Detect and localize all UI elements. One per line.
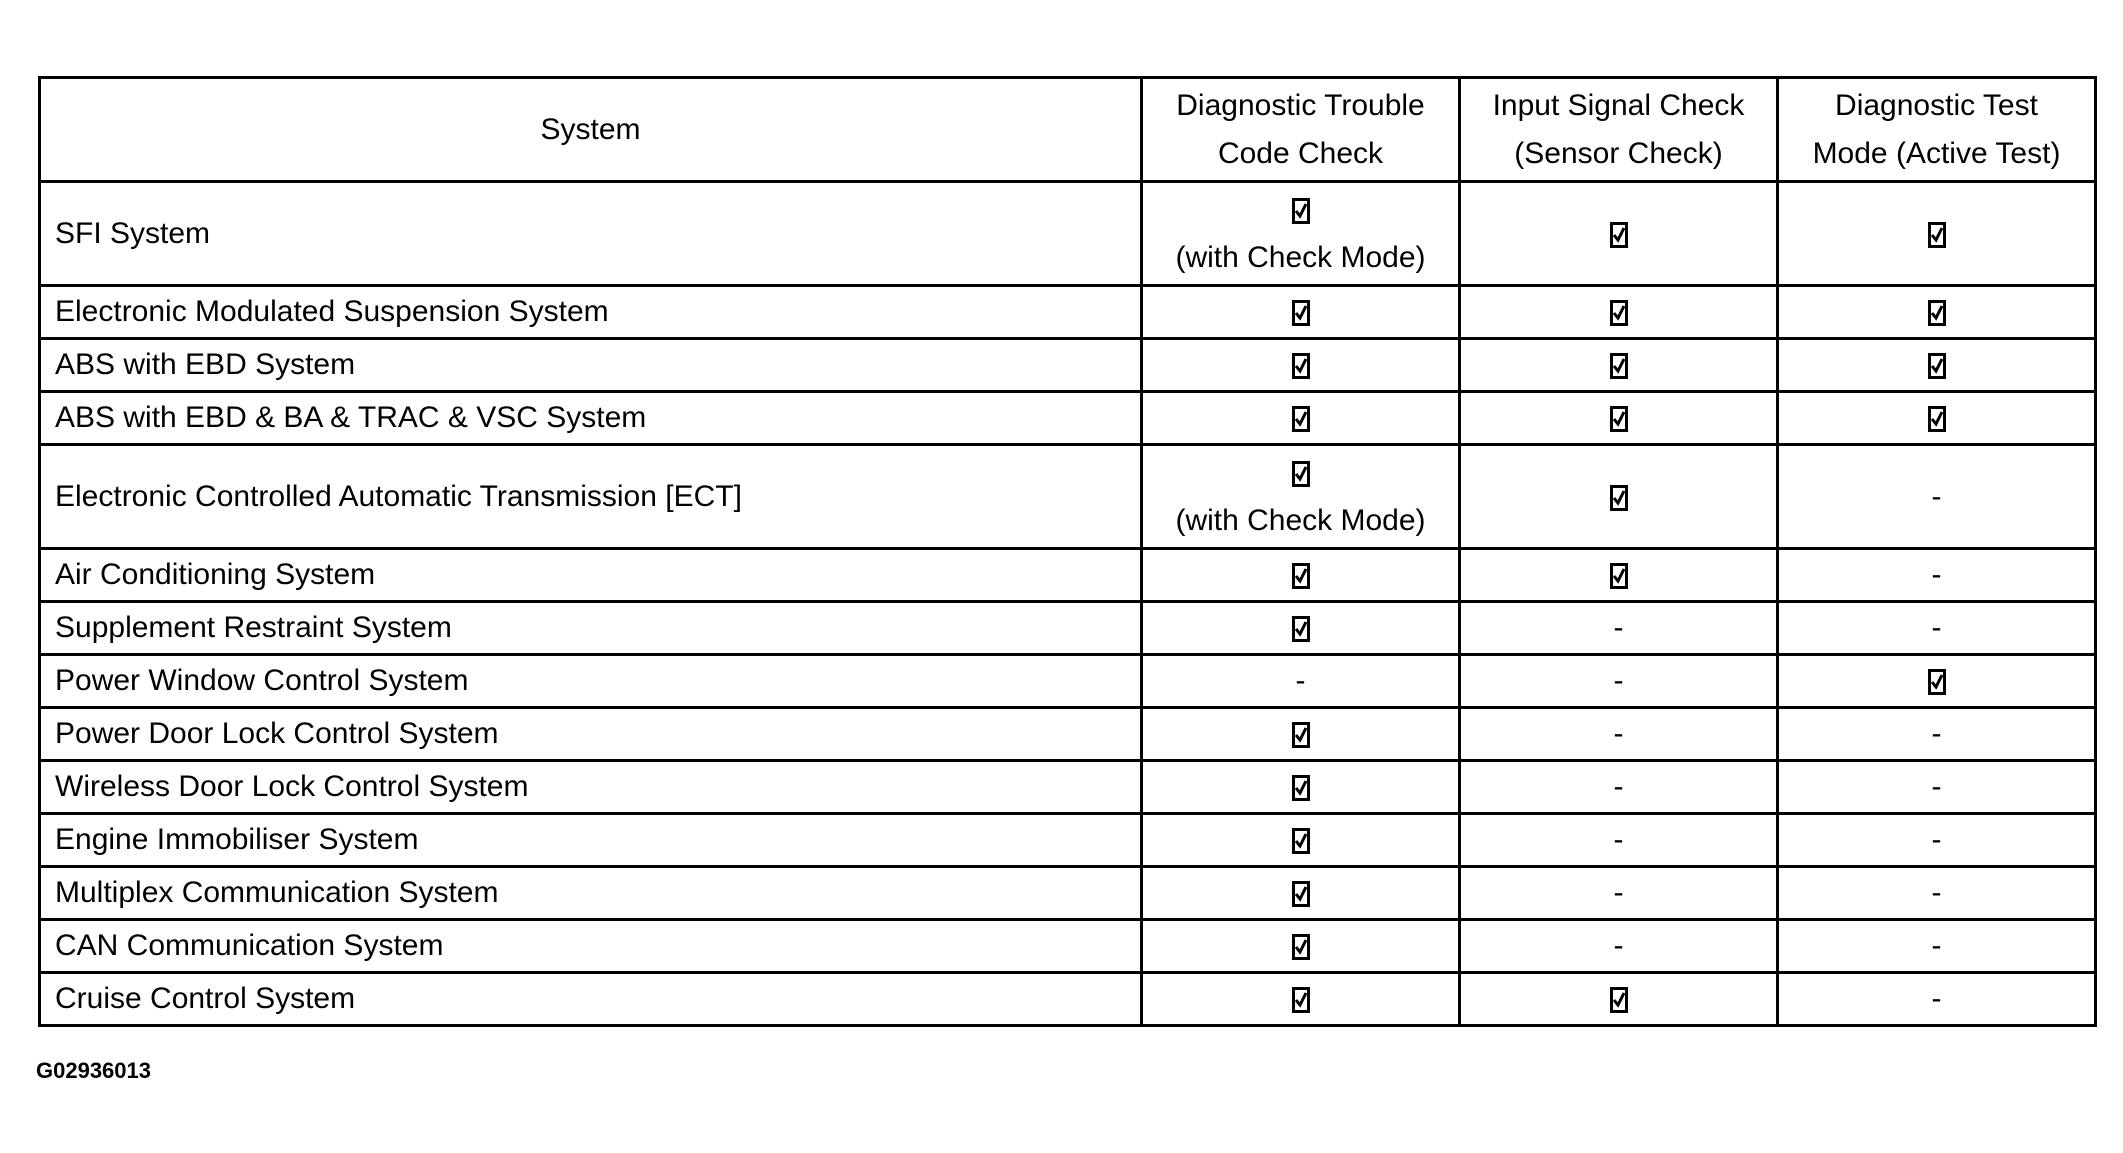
table-body [40,182,2096,1026]
check-mark-icon [1292,300,1310,326]
check-mark-icon [1292,881,1310,907]
input-signal-check-cell [1460,867,1778,920]
table-header-row [40,78,2096,182]
table-row [40,445,2096,549]
dtc-check-cell [1142,286,1460,339]
check-mark-icon [1610,406,1628,432]
dtc-check-cell [1142,814,1460,867]
figure-code: G02936013 [36,1058,151,1083]
check-mode-note: (with Check Mode) [1175,503,1426,537]
system-name-cell: Air Conditioning System [40,549,1142,602]
not-available-dash: - [1613,664,1624,697]
check-mark-icon [1610,987,1628,1013]
input-signal-check-cell [1460,973,1778,1026]
active-test-cell [1778,602,2096,655]
check-mark-icon [1928,300,1946,326]
input-signal-check-cell [1460,920,1778,973]
dtc-check-cell [1142,920,1460,973]
not-available-dash: - [1613,611,1624,644]
active-test-cell [1778,655,2096,708]
table-row [40,549,2096,602]
check-mark-icon [1292,616,1310,642]
check-mark-icon [1610,353,1628,379]
system-name-cell: ABS with EBD System [40,339,1142,392]
table-row [40,973,2096,1026]
dtc-check-cell [1142,549,1460,602]
table-row [40,708,2096,761]
not-available-dash: - [1613,770,1624,803]
check-mark-icon [1292,722,1310,748]
active-test-cell [1778,549,2096,602]
check-mode-note: (with Check Mode) [1175,240,1426,274]
dtc-check-cell [1142,602,1460,655]
input-signal-check-cell [1460,339,1778,392]
system-name-cell: Power Door Lock Control System [40,708,1142,761]
input-signal-check-cell [1460,655,1778,708]
check-mark-icon [1928,353,1946,379]
dtc-check-cell [1142,867,1460,920]
dtc-check-cell [1142,973,1460,1026]
not-available-dash: - [1931,611,1942,644]
not-available-dash: - [1931,876,1942,909]
not-available-dash: - [1613,929,1624,962]
input-signal-check-cell [1460,392,1778,445]
not-available-dash: - [1931,479,1942,513]
table-row [40,286,2096,339]
header-system: System [40,78,1142,182]
active-test-cell [1778,973,2096,1026]
dtc-check-cell [1142,392,1460,445]
dtc-check-cell [1142,445,1460,549]
dtc-check-cell [1142,761,1460,814]
dtc-check-cell [1142,708,1460,761]
not-available-dash: - [1613,876,1624,909]
input-signal-check-cell [1460,549,1778,602]
input-signal-check-cell [1460,761,1778,814]
not-available-dash: - [1931,717,1942,750]
input-signal-check-cell [1460,708,1778,761]
input-signal-check-cell [1460,814,1778,867]
active-test-cell [1778,814,2096,867]
check-mark-icon [1292,406,1310,432]
system-name-cell: Supplement Restraint System [40,602,1142,655]
system-name-cell: Wireless Door Lock Control System [40,761,1142,814]
check-mark-icon [1610,485,1628,511]
not-available-dash: - [1931,770,1942,803]
header-active-test: Diagnostic Test Mode (Active Test) [1778,78,2096,182]
system-name-cell: Power Window Control System [40,655,1142,708]
table-row [40,182,2096,286]
dtc-check-cell [1142,182,1460,286]
check-mark-icon [1292,828,1310,854]
system-name-cell: CAN Communication System [40,920,1142,973]
check-mark-icon [1928,222,1946,248]
check-mark-icon [1292,353,1310,379]
input-signal-check-cell [1460,182,1778,286]
check-mark-icon [1292,461,1310,487]
not-available-dash: - [1931,558,1942,591]
input-signal-check-cell [1460,286,1778,339]
not-available-dash: - [1931,929,1942,962]
check-mark-icon [1610,563,1628,589]
active-test-cell [1778,708,2096,761]
active-test-cell [1778,761,2096,814]
system-name-cell: Multiplex Communication System [40,867,1142,920]
input-signal-check-cell [1460,602,1778,655]
table-row [40,392,2096,445]
diagnostic-function-table [38,76,2097,1027]
table-row [40,655,2096,708]
active-test-cell [1778,867,2096,920]
check-mark-icon [1610,300,1628,326]
not-available-dash: - [1295,664,1306,697]
system-name-cell: Electronic Modulated Suspension System [40,286,1142,339]
active-test-cell [1778,286,2096,339]
check-mark-icon [1610,222,1628,248]
active-test-cell [1778,182,2096,286]
active-test-cell [1778,392,2096,445]
not-available-dash: - [1931,823,1942,856]
system-name-cell: Engine Immobiliser System [40,814,1142,867]
check-mark-icon [1292,563,1310,589]
table-row [40,867,2096,920]
not-available-dash: - [1613,823,1624,856]
check-mark-icon [1292,987,1310,1013]
system-name-cell: SFI System [40,182,1142,286]
input-signal-check-cell [1460,445,1778,549]
check-mark-icon [1928,669,1946,695]
table-row [40,814,2096,867]
active-test-cell [1778,445,2096,549]
check-mark-icon [1292,934,1310,960]
table-row [40,602,2096,655]
system-name-cell: ABS with EBD & BA & TRAC & VSC System [40,392,1142,445]
table-row [40,761,2096,814]
table-row [40,920,2096,973]
system-name-cell: Electronic Controlled Automatic Transmission [ECT] [40,445,1142,549]
table-row [40,339,2096,392]
check-mark-icon [1292,198,1310,224]
active-test-cell [1778,920,2096,973]
dtc-check-cell [1142,655,1460,708]
system-name-cell: Cruise Control System [40,973,1142,1026]
check-mark-icon [1292,775,1310,801]
check-mark-icon [1928,406,1946,432]
dtc-check-cell [1142,339,1460,392]
not-available-dash: - [1613,717,1624,750]
not-available-dash: - [1931,982,1942,1015]
header-dtc-check: Diagnostic Trouble Code Check [1142,78,1460,182]
header-input-signal-check: Input Signal Check (Sensor Check) [1460,78,1778,182]
active-test-cell [1778,339,2096,392]
